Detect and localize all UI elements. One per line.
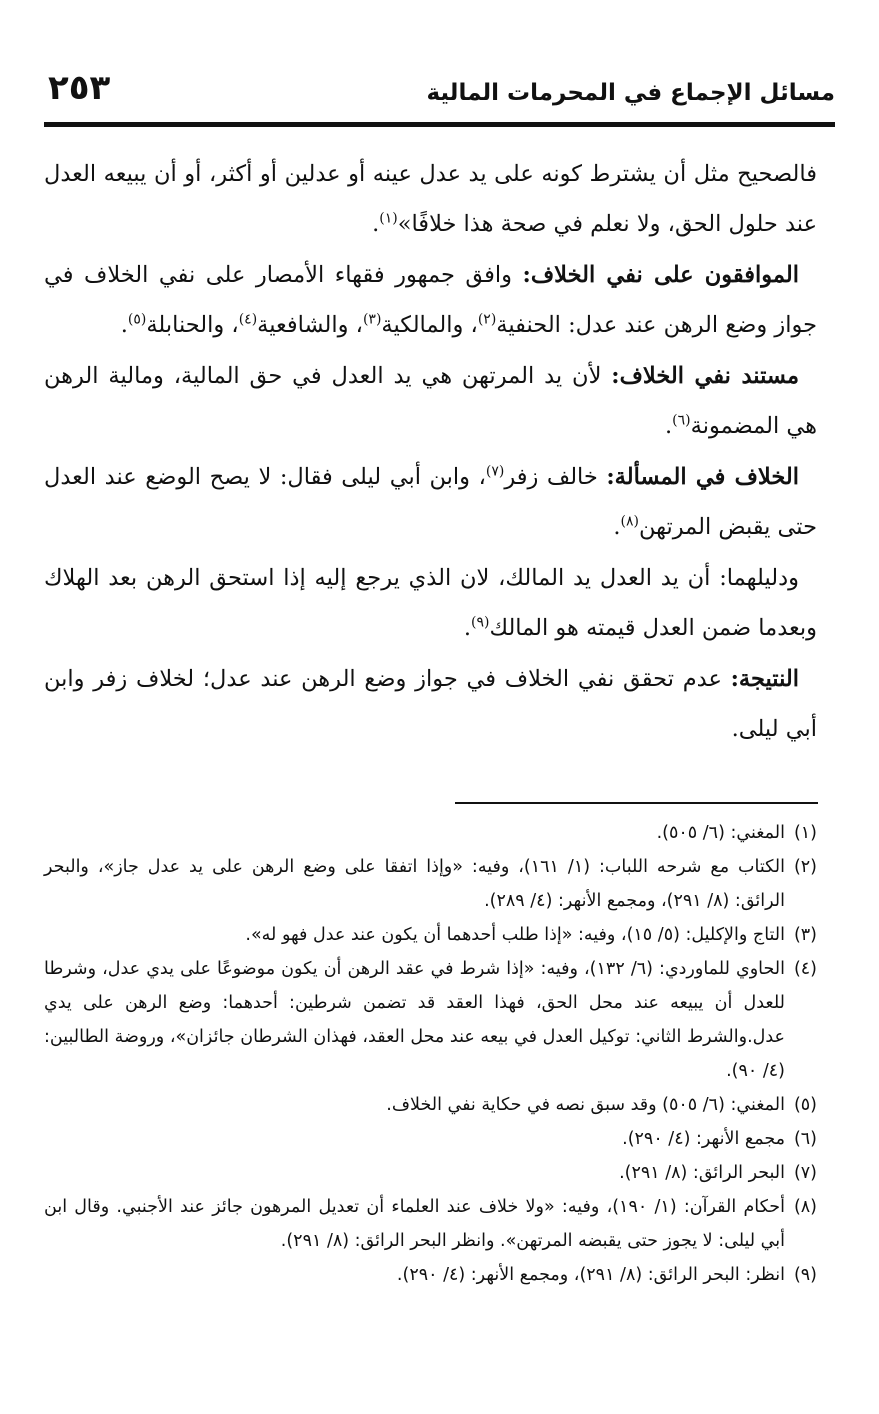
- paragraph-1: فالصحيح مثل أن يشترط كونه على يد عدل عينه أو عدلين أو أكثر، أو أن يبيعه العدل عند حلول الحق، ولا نعلم في صحة هذا خلافًا»$^{(١)}$.: [44, 161, 817, 237]
- footnote-number: (٤): [793, 959, 817, 979]
- section-label: الموافقون على نفي الخلاف:: [522, 262, 800, 288]
- section-label: النتيجة:: [730, 666, 799, 692]
- footnote-ref: (٩): [471, 614, 490, 630]
- footnote-number: (٧): [793, 1163, 817, 1183]
- section-label: مستند نفي الخلاف:: [611, 363, 799, 389]
- footnote-text: أحكام القرآن: (١/ ١٩٠)، وفيه: «ولا خلاف عند العلماء أن تعديل المرهون جائز عند الأجنبي. وقال ابن أبي ليلى: لا يجوز حتى يقبضه المرتهن». وانظر البحر الرائق: (٨/ ٢٩١).: [44, 1197, 785, 1251]
- main-text: [44, 150, 817, 756]
- footnote-ref: (٦): [672, 412, 691, 428]
- footnote-text: المغني: (٦/ ٥٠٥).: [656, 823, 785, 843]
- footnote-ref: (٢): [477, 311, 497, 327]
- footnote-ref: (٤): [238, 311, 258, 327]
- footnote: [44, 1258, 817, 1292]
- footnote-ref: (٧): [485, 463, 505, 480]
- footnote: [44, 850, 817, 918]
- footnote: [44, 1088, 817, 1122]
- footnote: [44, 952, 817, 1088]
- footnote-text: انظر: البحر الرائق: (٨/ ٢٩١)، ومجمع الأنهر: (٤/ ٢٩٠).: [396, 1265, 785, 1285]
- paragraph-disagreement: الخلاف في المسألة: خالف زفر$^{(٧)}$، وابن أبي ليلى فقال: لا يصح الوضع عند العدل حتى يقبض المرتهن$^{(٨)}$.: [44, 463, 817, 540]
- footnote-ref: (١): [379, 210, 398, 226]
- section-label: الخلاف في المسألة:: [606, 464, 799, 490]
- footnote: [44, 1122, 817, 1156]
- footnote-text: مجمع الأنهر: (٤/ ٢٩٠).: [622, 1129, 785, 1149]
- paragraph-basis: مستند نفي الخلاف: لأن يد المرتهن هي يد العدل في حق المالية، ومالية الرهن هي المضمونة$^{(٦)}$.: [44, 363, 817, 439]
- running-title: مسائل الإجماع في المحرمات المالية: [426, 80, 835, 106]
- footnote-number: (٥): [793, 1095, 817, 1115]
- page-header: [44, 62, 835, 124]
- footnote-number: (٦): [793, 1129, 817, 1149]
- footnote-ref: (٣): [362, 311, 382, 327]
- footnote-number: (٢): [793, 857, 817, 877]
- footnote-text: الكتاب مع شرحه اللباب: (١/ ١٦١)، وفيه: «وإذا اتفقا على وضع الرهن على يد عدل جاز»، والبحر الرائق: (٨/ ٢٩١)، ومجمع الأنهر: (٤/ ٢٨٩).: [44, 857, 786, 911]
- paragraph-evidence: ودليلهما: أن يد العدل يد المالك، لان الذي يرجع إليه إذا استحق الرهن بعد الهلاك وبعدما ضمن العدل قيمته هو المالك$^{(٩)}$.: [44, 565, 817, 641]
- footnote-ref: (٥): [127, 311, 147, 327]
- paragraph-result: النتيجة: عدم تحقق نفي الخلاف في جواز وضع الرهن عند عدل؛ لخلاف زفر وابن أبي ليلى.: [44, 666, 817, 742]
- footnote: [44, 1156, 817, 1190]
- footnote: [44, 1190, 817, 1258]
- footnote-text: التاج والإكليل: (٥/ ١٥)، وفيه: «إذا طلب أحدهما أن يكون عند عدل فهو له».: [245, 925, 785, 945]
- page-number: ٢٥٣: [48, 68, 111, 108]
- header-rule: [44, 122, 835, 127]
- footnote-text: الحاوي للماوردي: (٦/ ١٣٢)، وفيه: «إذا شرط في عقد الرهن أن يكون موضوعًا على يدي عدل، وشرطا للعدل أن يبيعه عند محل الحق، فهذا العقد قد تضمن شرطين: أحدهما: وضع الرهن على يدي عدل.والشرط الثاني: توكيل العدل في بيعه عند محل العقد، فهذان الشرطان جائزان»، وروضة الطالبين: (٤/ ٩٠).: [44, 959, 785, 1081]
- footnote: [44, 918, 817, 952]
- footnote: [44, 816, 817, 850]
- footnote-number: (١): [793, 823, 817, 843]
- footnote-number: (٨): [793, 1197, 817, 1217]
- paragraph-agreeing-scholars: الموافقون على نفي الخلاف: وافق جمهور فقهاء الأمصار على نفي الخلاف في جواز وضع الرهن عند عدل: الحنفية$^{(٢)}$، والمالكية$^{(٣)}$، والشافعية$^{(٤)}$، والحنابلة$^{(٥)}$.: [44, 262, 817, 338]
- footnote-number: (٩): [793, 1265, 817, 1285]
- footnote-ref: (٨): [620, 513, 639, 529]
- footnote-text: البحر الرائق: (٨/ ٢٩١).: [619, 1163, 785, 1183]
- footnote-separator: [455, 802, 818, 804]
- footnotes: [44, 816, 817, 1292]
- footnote-text: المغني: (٦/ ٥٠٥) وقد سبق نصه في حكاية نفي الخلاف.: [386, 1095, 785, 1115]
- footnote-number: (٣): [793, 925, 817, 945]
